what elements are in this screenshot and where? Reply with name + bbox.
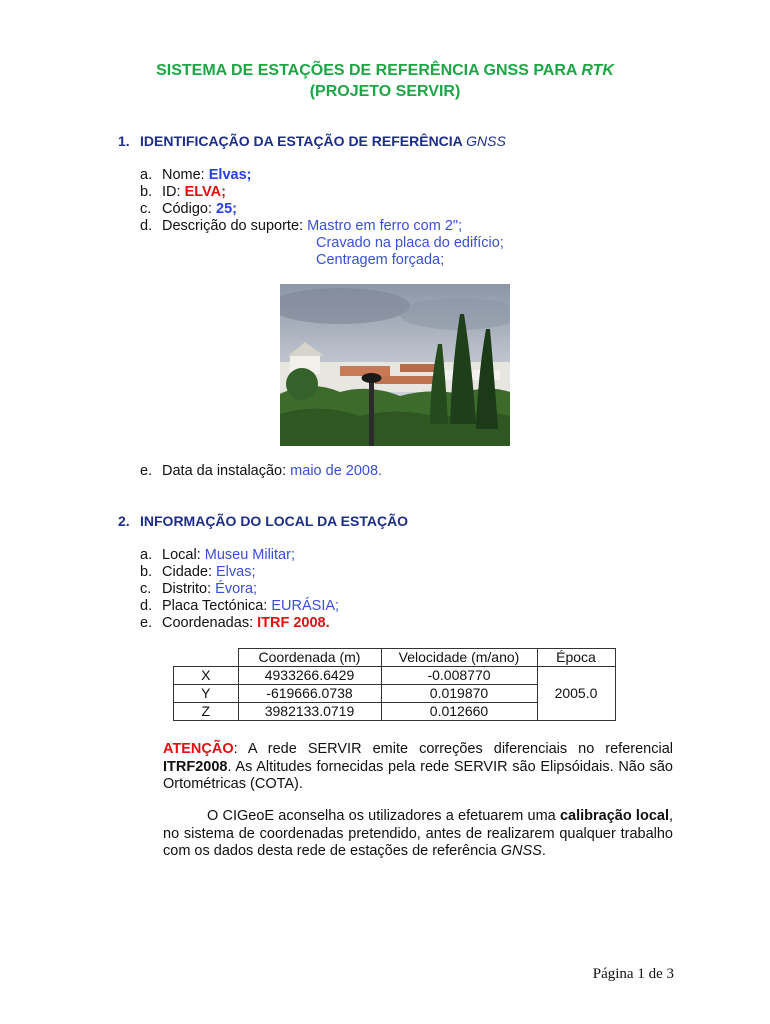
table-row: Y -619666.0738 0.019870 — [174, 685, 616, 703]
header-epoch: Época — [537, 649, 615, 667]
title-rtk: RTK — [581, 62, 614, 79]
installation-date-row: e. Data da instalação: maio de 2008. — [140, 463, 383, 479]
section1-title-gnss: GNSS — [466, 133, 506, 149]
support-line-2: Cravado na placa do edifício; — [316, 235, 504, 251]
attention-notice: ATENÇÃO: A rede SERVIR emite correções diferenciais no referencial ITRF2008. As Altitudes fornecidas pela rede SERVIR são Elipsóidais. Não são Ortométricas (COTA). — [163, 741, 673, 792]
station-id-value: ELVA; — [184, 184, 226, 200]
attention-label: ATENÇÃO — [163, 741, 234, 757]
support-continuation — [316, 235, 504, 269]
list-item-code: c. Código: 25; — [140, 201, 237, 217]
document-title — [0, 60, 770, 102]
station-photo — [280, 284, 510, 446]
section2-title: INFORMAÇÃO DO LOCAL DA ESTAÇÃO — [140, 513, 409, 529]
section2-heading — [118, 513, 408, 529]
list-item-city: b. Cidade: Elvas; — [140, 564, 256, 580]
axis-z: Z — [174, 703, 239, 721]
station-name-value: Elvas; — [208, 167, 252, 183]
section2-number: 2. — [118, 513, 130, 529]
coordinates-table — [173, 648, 616, 721]
header-velocity: Velocidade (m/ano) — [381, 649, 537, 667]
page-number: Página 1 de 3 — [592, 966, 674, 982]
station-code-value: 25; — [216, 201, 237, 217]
list-item-coordinates: e. Coordenadas: ITRF 2008. — [140, 615, 330, 631]
installation-date-value: maio de 2008. — [290, 463, 383, 479]
axis-x: X — [174, 667, 239, 685]
title-line1: SISTEMA DE ESTAÇÕES DE REFERÊNCIA GNSS PARA — [156, 62, 582, 79]
list-item-district: c. Distrito: Évora; — [140, 581, 258, 597]
section1-heading — [118, 133, 506, 149]
section1-number: 1. — [118, 133, 130, 149]
list-item-local: a. Local: Museu Militar; — [140, 547, 295, 563]
header-coordinate: Coordenada (m) — [238, 649, 381, 667]
list-item-plate: d. Placa Tectónica: EURÁSIA; — [140, 598, 340, 614]
section1-title: IDENTIFICAÇÃO DA ESTAÇÃO DE REFERÊNCIA — [140, 133, 467, 149]
support-value: Mastro em ferro com 2"; — [307, 218, 463, 234]
calibration-advice: O CIGeoE aconselha os utilizadores a efetuarem uma calibração local, no sistema de coordenadas pretendido, antes de realizarem qualquer trabalho com os dados desta rede de estações de referência GNSS. — [163, 808, 674, 859]
list-item-id: b. ID: ELVA; — [140, 184, 226, 200]
station-location-list — [140, 547, 339, 632]
table-row: X 4933266.6429 -0.008770 2005.0 — [174, 667, 616, 685]
list-item-support: d. Descrição do suporte: Mastro em ferro com 2"; — [140, 218, 463, 234]
support-line-3: Centragem forçada; — [316, 252, 445, 268]
list-item-name: a. Nome: Elvas; — [140, 167, 252, 183]
table-row: Z 3982133.0719 0.012660 — [174, 703, 616, 721]
station-identification-list — [140, 167, 462, 235]
epoch-value: 2005.0 — [537, 667, 615, 721]
axis-y: Y — [174, 685, 239, 703]
table-header-row — [174, 649, 616, 667]
title-line2: (PROJETO SERVIR) — [309, 83, 461, 100]
